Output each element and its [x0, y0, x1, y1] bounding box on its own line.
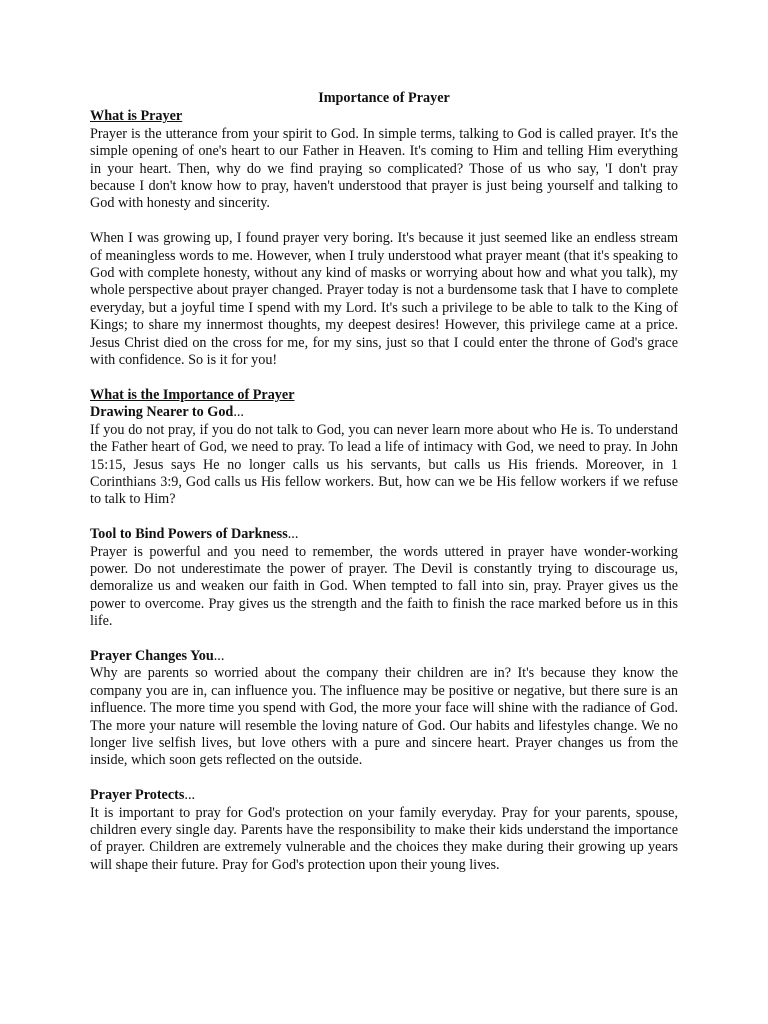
paragraph-gap	[90, 509, 678, 526]
paragraph-gap	[90, 213, 678, 230]
paragraph-gap	[90, 770, 678, 787]
document-title: Importance of Prayer	[318, 90, 450, 106]
paragraph-drawing-nearer: If you do not pray, if you do not talk to God, you can never learn more about who He is. To understand the Father heart of God, we need to pray. To lead a life of intimacy with God, we need to pray. In John 15:15, Jesus says He no longer calls us his servants, but calls us His friends. Moreover, in 1 Corinthians 3:9, God calls us His fellow workers. But, how can we be His fellow workers if we refuse to talk to Him?	[90, 421, 678, 508]
subheading-title: Drawing Nearer to God	[90, 404, 234, 421]
subheading-ellipsis: ...	[233, 404, 244, 421]
subheading-drawing-nearer	[90, 404, 678, 421]
section-heading-importance: What is the Importance of Prayer	[90, 386, 295, 403]
paragraph-what-is-prayer-2: When I was growing up, I found prayer very boring. It's because it just seemed like an endless stream of meaningless words to me. However, when I truly understood what prayer meant (that it's speaking to God with complete honesty, without any kind of masks or worrying about how and what you talk), my whole perspective about prayer changed. Prayer today is not a burdensome task that I have to complete everyday, but a joyful time I spend with my Lord. It's such a privilege to be able to talk to the King of Kings; to share my innermost thoughts, my deepest desires! However, this privilege came at a price. Jesus Christ died on the cross for me, for my sins, just so that I could enter the throne of God's grace with confidence. So is it for you!	[90, 230, 678, 369]
subheading-title: Tool to Bind Powers of Darkness	[90, 526, 288, 543]
subheading-ellipsis: ...	[287, 526, 299, 543]
section-heading-what-is-prayer: What is Prayer	[90, 108, 183, 125]
subheading-prayer-protects	[90, 787, 678, 804]
subheading-prayer-changes	[90, 648, 678, 665]
subheading-ellipsis: ...	[213, 647, 225, 664]
paragraph-bind-powers: Prayer is powerful and you need to remember, the words uttered in prayer have wonder-working power. Do not underestimate the power of prayer. The Devil is constantly trying to discourage us, demoralize us and weaken our faith in God. When tempted to fall into sin, pray. Prayer gives us the power to overcome. Pray gives us the strength and the faith to finish the race marked before us in this life.	[90, 543, 678, 630]
paragraph-what-is-prayer-1: Prayer is the utterance from your spirit to God. In simple terms, talking to God is called prayer. It's the simple opening of one's heart to our Father in Heaven. It's coming to Him and telling Him everything in your heart. Then, why do we find praying so complicated? Those of us who say, 'I don't pray because I don't know how to pray, haven't understood that prayer is just being yourself and talking to God with honesty and sincerity.	[90, 125, 678, 212]
paragraph-gap	[90, 369, 678, 386]
subheading-ellipsis: ...	[184, 787, 196, 804]
paragraph-gap	[90, 631, 678, 648]
subheading-bind-powers	[90, 526, 678, 543]
subheading-title: Prayer Changes You	[90, 647, 214, 664]
paragraph-prayer-changes: Why are parents so worried about the company their children are in? It's because they know the company you are in, can influence you. The influence may be positive or negative, but there sure is an influence. The more time you spend with God, the more your face will shine with the radiance of God. The more your nature will resemble the loving nature of God. Our habits and lifestyles change. We no longer live selfish lives, but love others with a pure and sincere heart. Prayer changes us from the inside, which soon gets reflected on the outside.	[90, 665, 678, 769]
subheading-title: Prayer Protects	[90, 787, 185, 804]
paragraph-prayer-protects: It is important to pray for God's protection on your family everyday. Pray for your parents, spouse, children every single day. Parents have the responsibility to make their kids understand the importance of prayer. Children are extremely vulnerable and the choices they make during their growing up years will shape their future. Pray for God's protection upon their young lives.	[90, 804, 678, 873]
